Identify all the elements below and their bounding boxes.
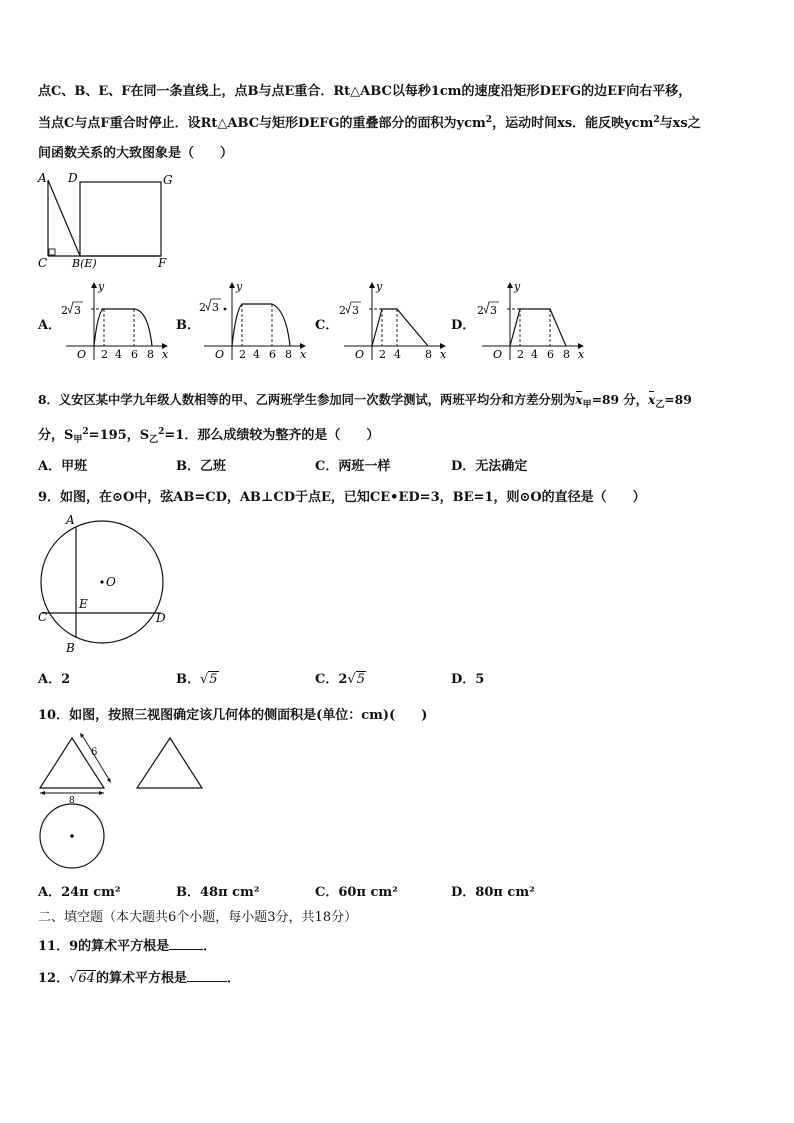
q7-label-BE: B(E) [72, 257, 97, 270]
q9-option-A[interactable]: A．2 [38, 672, 71, 687]
graph-D-ytick-num: 2 [477, 304, 484, 317]
q11: 11．9的算术平方根是 ． [38, 939, 217, 954]
graph-C-origin: O [355, 348, 365, 361]
q10-label-8: 8 [69, 796, 75, 806]
q7-option-A[interactable]: A． [38, 318, 62, 333]
q8-line2: 分，$S_甲^2=195$，$S_乙^2=1$．那么成绩较为整齐的是（ ） [38, 427, 380, 445]
graph-C-xtick-4: 4 [394, 348, 401, 361]
graph-B-xtick-2: 2 [239, 348, 246, 361]
graph-C-x-label: x [440, 348, 447, 361]
q7-line3: 间函数关系的大致图象是（ ） [38, 146, 234, 161]
q7-label-A: A [38, 171, 47, 185]
graph-B-ytick-rad: 3 [212, 301, 219, 314]
graph-C-xtick-8: 8 [425, 348, 432, 361]
q8-option-B[interactable]: B．乙班 [176, 459, 226, 474]
q7-label-D: D [68, 171, 78, 185]
q7-graph-D[interactable] [474, 280, 586, 362]
q7-graph-C[interactable] [336, 280, 448, 362]
graph-B-origin: O [215, 348, 225, 361]
q7-label-G: G [163, 173, 173, 187]
q9-label-B: B [66, 641, 75, 655]
graph-A-ytick-rad: 3 [74, 304, 81, 317]
graph-C-xtick-2: 2 [379, 348, 386, 361]
q7-label-F: F [158, 256, 167, 270]
graph-A-xtick-6: 6 [131, 348, 138, 361]
q11-answer-blank[interactable] [169, 937, 203, 950]
graph-D-xtick-4: 4 [531, 348, 538, 361]
q10-three-views [36, 733, 216, 873]
q8-option-C[interactable]: C．两班一样 [315, 459, 391, 474]
graph-C-ytick-rad: 3 [352, 304, 359, 317]
q7-option-B[interactable]: B． [176, 318, 200, 333]
graph-A-xtick-2: 2 [101, 348, 108, 361]
q9-option-D[interactable]: D．5 [451, 672, 485, 687]
section-2-heading: 二、填空题（本大题共6个小题，每小题3分，共18分） [38, 910, 358, 925]
graph-A-x-label: x [162, 348, 169, 361]
q8-option-A[interactable]: A．甲班 [38, 459, 88, 474]
graph-D-xtick-6: 6 [547, 348, 554, 361]
graph-A-y-label: y [98, 280, 105, 293]
graph-B-y-label: y [236, 280, 243, 293]
q7-line2: 当点C与点F重合时停止．设Rt△ABC与矩形DEFG的重叠部分的面积为ycm$^2$，运动时间xs．能反映ycm$^2$与xs之 [38, 115, 701, 131]
q8-line1: 8．义安区某中学九年级人数相等的甲、乙两班学生参加同一次数学测试，两班平均分和方差分别为$x_甲=89$ 分，$x_乙=89$ [38, 392, 692, 410]
graph-D-ytick-rad: 3 [490, 304, 497, 317]
graph-C-ytick-num: 2 [339, 304, 346, 317]
q9-label-D: D [156, 611, 166, 625]
q10-option-C[interactable]: C．60π cm² [315, 885, 398, 900]
graph-A-ytick-num: 2 [61, 304, 68, 317]
q9-option-B[interactable]: B．√5 [176, 672, 218, 687]
graph-B-xtick-8: 8 [285, 348, 292, 361]
graph-D-xtick-8: 8 [563, 348, 570, 361]
q8-option-D[interactable]: D．无法确定 [451, 459, 528, 474]
q10-option-B[interactable]: B．48π cm² [176, 885, 260, 900]
graph-B-x-label: x [300, 348, 307, 361]
q7-figure [36, 170, 181, 270]
graph-C-y-label: y [376, 280, 383, 293]
graph-A-xtick-8: 8 [147, 348, 154, 361]
graph-D-origin: O [493, 348, 503, 361]
q7-graph-B[interactable] [196, 280, 308, 362]
q9-stem: 9．如图，在⊙O中，弦AB=CD，AB⊥CD于点E，已知CE•ED=3，BE=1，则⊙O的直径是（ ） [38, 490, 646, 505]
q10-option-A[interactable]: A．24π cm² [38, 885, 121, 900]
q9-label-O: O [106, 575, 116, 589]
graph-D-xtick-2: 2 [517, 348, 524, 361]
graph-D-y-label: y [514, 280, 521, 293]
q9-label-C: C [38, 610, 48, 624]
q12: 12．√64的算术平方根是 ． [38, 971, 240, 986]
q9-figure [36, 512, 176, 658]
graph-D-x-label: x [578, 348, 585, 361]
q10-stem: 10．如图，按照三视图确定该几何体的侧面积是(单位：cm)( ) [38, 708, 428, 723]
q7-option-D[interactable]: D． [451, 318, 476, 333]
q9-label-E: E [79, 597, 88, 611]
q12-answer-blank[interactable] [187, 969, 227, 982]
q7-option-C[interactable]: C． [315, 318, 339, 333]
graph-B-xtick-4: 4 [253, 348, 260, 361]
graph-A-xtick-4: 4 [115, 348, 122, 361]
graph-B-ytick-num: 2 [199, 301, 206, 314]
q9-label-A: A [66, 513, 75, 527]
q7-line1: 点C、B、E、F在同一条直线上，点B与点E重合．Rt△ABC以每秒1cm的速度沿矩形DEFG的边EF向右平移， [38, 84, 692, 99]
q9-option-C[interactable]: C．2√5 [315, 672, 365, 687]
graph-A-origin: O [77, 348, 87, 361]
q10-label-6: 6 [91, 747, 98, 758]
graph-B-xtick-6: 6 [269, 348, 276, 361]
q10-option-D[interactable]: D．80π cm² [451, 885, 535, 900]
q7-label-C: C [38, 256, 48, 270]
q7-graph-A[interactable] [58, 280, 170, 362]
